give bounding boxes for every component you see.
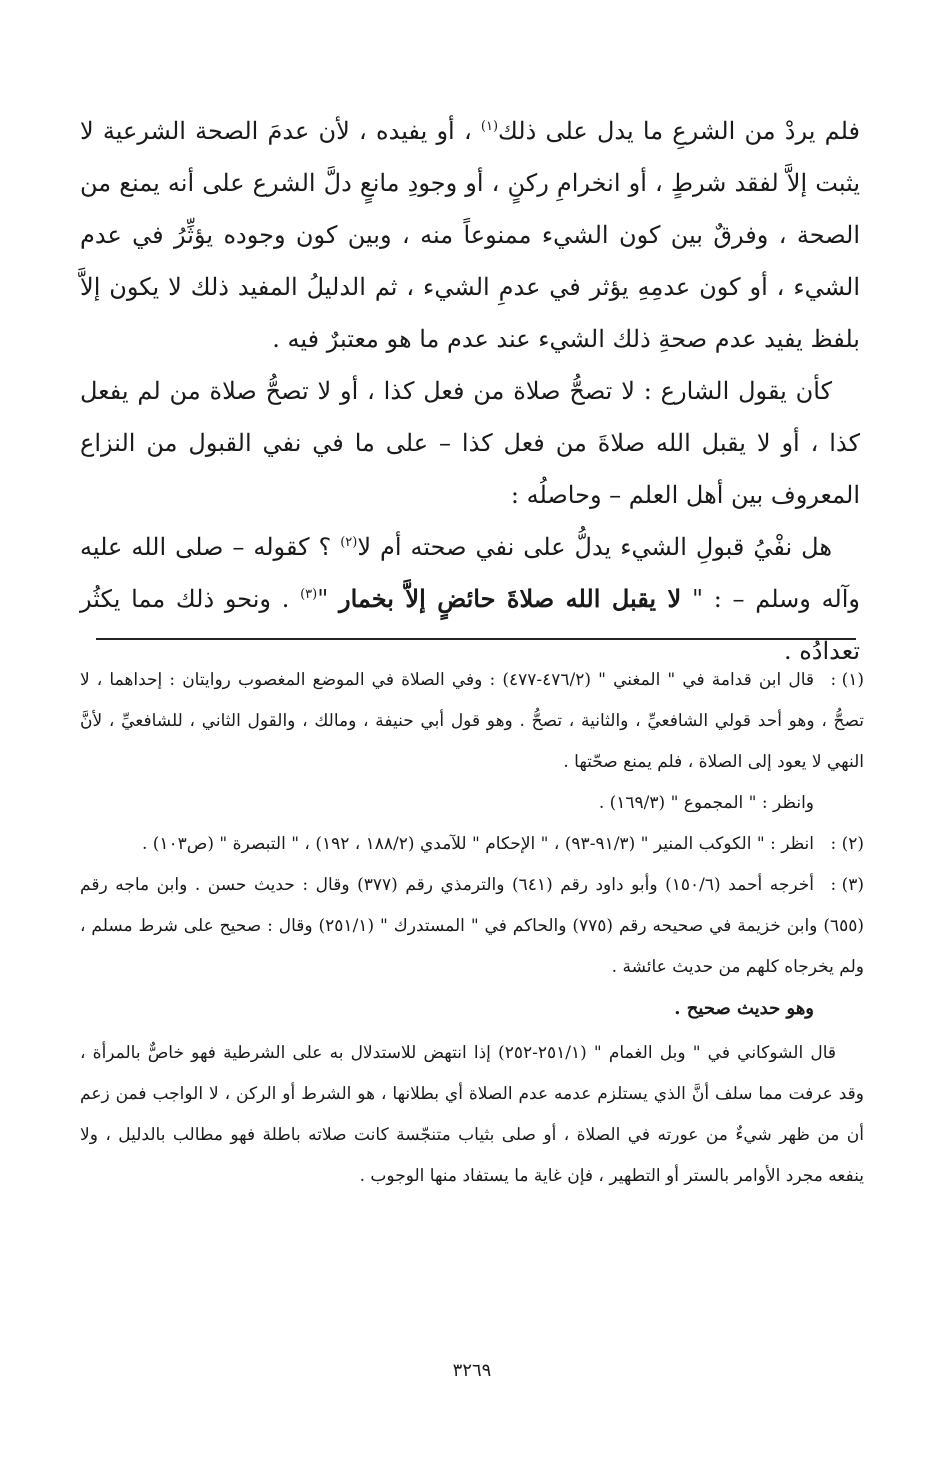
footnote-ref-3: (٣) <box>300 587 318 602</box>
footnote-2-number: (٢) : <box>830 834 864 854</box>
footnote-2-text: انظر : " الكوكب المنير " (٩١/٣-٩٣) ، " الإحكام " للآمدي (١٨٨/٢ ، ١٩٢) ، " التبصرة " (ص١٠٣) . <box>141 834 814 854</box>
footnote-1-number: (١) : <box>830 670 865 690</box>
footnote-2 <box>80 824 864 865</box>
footnote-3 <box>80 865 864 988</box>
page-number: ٣٢٦٩ <box>452 1360 492 1381</box>
footnote-1-extra: وانظر : " المجموع " (١٦٩/٣) . <box>598 793 814 813</box>
paragraph-3-text-d: . ونحو ذلك مما يكثُر تعدادُه . <box>80 585 860 665</box>
footnote-1-body <box>80 670 864 772</box>
footnote-divider <box>96 638 856 640</box>
footnote-1 <box>80 660 864 783</box>
paragraph-3 <box>80 521 860 677</box>
footnote-commentary: قال الشوكاني في " وبل الغمام " (٢٥١/١-٢٥٢) إذا انتهض للاستدلال به على الشرطية فهو خاصٌّ بالمرأة ، وقد عرفت مما سلف أنَّ الذي يستلزم عدمه عدم الصلاة أي بطلانها ، هو الشرط أو الركن ، لا الواجب فمن زعم أن من ظهر شيءٌ من عورته في الصلاة ، أو صلى بثياب متنجّسة كانت صلاته باطلة فهو مطالب بالدليل ، ولا ينفعه مجرد الأوامر بالستر أو التطهير ، فإن غاية ما يستفاد منها الوجوب . <box>80 1043 864 1186</box>
paragraph-1-text-b: ، أو يفيده ، لأن عدمَ الصحة الشرعية لا يثبت إلاَّ لفقد شرطٍ ، أو انخرامِ ركنٍ ، أو وجودِ مانعٍ دلَّ الشرع على أنه يمنع من الصحة ، وفرقٌ بين كون الشيء ممنوعاً منه ، وبين كون وجوده يؤثِّرُ في عدم الشيء ، أو كون عدمِهِ يؤثر في عدمِ الشيء ، ثم الدليلُ المفيد ذلك لا يكون إلاَّ بلفظ يفيد عدم صحةِ ذلك الشيء عند عدم ما هو معتبرٌ فيه . <box>80 117 861 353</box>
footnote-ref-1: (١) <box>480 119 499 134</box>
footnote-3-verdict: وهو حديث صحيح . <box>674 998 814 1019</box>
footnote-ref-2: (٢) <box>340 535 358 550</box>
paragraph-1 <box>80 105 860 365</box>
paragraph-1-text-a: فلم يردْ من الشرعِ ما يدل على ذلك <box>498 117 861 145</box>
footnote-3-text: أخرجه أحمد (١٥٠/٦) وأبو داود رقم (٦٤١) والترمذي رقم (٣٧٧) وقال : حديث حسن . وابن ماجه رقم (٦٥٥) وابن خزيمة في صحيحه رقم (٧٧٥) والحاكم في " المستدرك " (٢٥١/١) وقال : صحيح على شرط مسلم ، ولم يخرجاه كلهم من حديث عائشة . <box>80 875 864 977</box>
hadith-quote: لا يقبل الله صلاةَ حائضٍ إلاَّ بخمار <box>339 584 682 613</box>
footnote-3-number: (٣) : <box>830 875 864 895</box>
footnote-1-text: قال ابن قدامة في " المغني " (٤٧٦/٢-٤٧٧) : وفي الصلاة في الموضع المغصوب روايتان : إحداهما ، لا تصحُّ ، وهو أحد قولي الشافعيِّ ، والثانية ، تصحُّ . وهو قول أبي حنيفة ، ومالك ، والقول الثاني ، للشافعيِّ ، لأنَّ النهي لا يعود إلى الصلاة ، فلم يمنع صحّتها . <box>80 670 864 772</box>
paragraph-3-text-b: ؟ كقوله – صلى الله عليه وآله وسلم – : " <box>80 533 861 613</box>
paragraph-3-text-c: " <box>317 585 339 613</box>
footnote-3-body <box>80 875 864 977</box>
paragraph-3-text-a: هل نفْيُ قبولِ الشيء يدلُّ على نفي صحته أم لا <box>357 533 832 561</box>
footnotes <box>80 660 864 1197</box>
paragraph-2: كأن يقول الشارع : لا تصحُّ صلاة من فعل كذا ، أو لا تصحُّ صلاة من لم يفعل كذا ، أو لا يقبل الله صلاةَ من فعل كذا – على ما في نفي القبول من النزاع المعروف بين أهل العلم – وحاصلُه : <box>80 377 860 509</box>
footnote-2-body <box>142 834 864 854</box>
main-text <box>80 105 860 677</box>
